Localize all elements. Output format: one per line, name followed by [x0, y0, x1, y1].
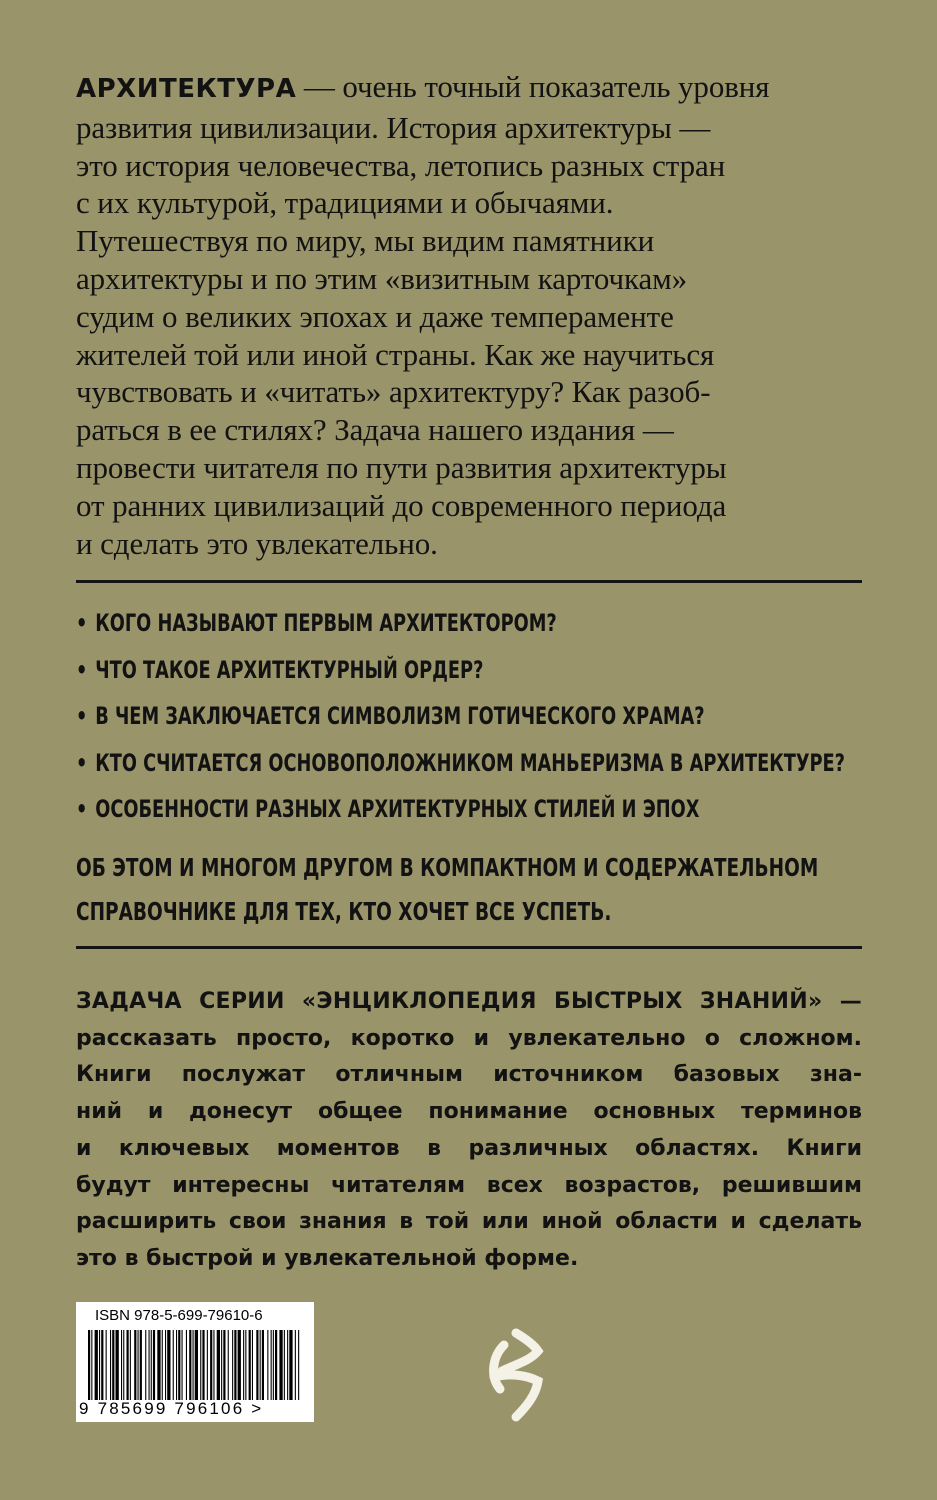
question-item: • КТО СЧИТАЕТСЯ ОСНОВОПОЛОЖНИКОМ МАНЬЕРИЗМА В АРХИТЕКТУРЕ? [76, 740, 661, 787]
intro-line-11: провести читателя по пути развития архитектуры [76, 449, 727, 485]
intro-line-3: это история человечества, летопись разных стран [76, 147, 726, 183]
series-line-6: будут интересны читателям всех возрастов, решившим [76, 1172, 862, 1198]
bullet-icon: • [76, 748, 88, 777]
divider-bottom [76, 946, 862, 949]
bullet-icon: • [76, 702, 88, 730]
publisher-logo-icon [486, 1325, 548, 1425]
series-line-1: ЗАДАЧА СЕРИИ «ЭНЦИКЛОПЕДИЯ БЫСТРЫХ ЗНАНИЙ» — [76, 989, 862, 1014]
divider-top [76, 580, 862, 583]
bullet-icon: • [76, 609, 88, 637]
isbn-barcode [76, 1302, 314, 1422]
bullet-icon: • [76, 655, 88, 684]
series-line-8: это в быстрой и увлекательной форме. [76, 1245, 579, 1271]
barcode-bars-icon [88, 1330, 300, 1400]
series-line-5: и ключевых моментов в различных областях. Книги [76, 1135, 862, 1161]
intro-line-10: раться в ее стилях? Задача нашего издания — [76, 412, 674, 448]
summary-text [76, 846, 819, 934]
series-line-7: расширить свои знания в той или иной области и сделать [76, 1209, 862, 1235]
question-item: • ОСОБЕННОСТИ РАЗНЫХ АРХИТЕКТУРНЫХ СТИЛЕЙ И ЭПОХ [76, 786, 661, 833]
intro-line-4: с их культурой, традициями и обычаями. [76, 185, 614, 221]
intro-line-6: архитектуры и по этим «визитным карточкам» [76, 260, 688, 296]
series-line-2: рассказать просто, коротко и увлекательно о сложном. [76, 1025, 862, 1051]
intro-line-12: от ранних цивилизаций до современного периода [76, 487, 727, 523]
series-line-4: ний и донесут общее понимание основных терминов [76, 1099, 862, 1125]
intro-line-9: чувствовать и «читать» архитектуру? Как разоб- [76, 374, 711, 410]
series-description [76, 984, 866, 1278]
series-line-3: Книги послужат отличным источником базовых зна- [76, 1062, 862, 1088]
bullet-icon: • [76, 795, 88, 823]
summary-line-1: ОБ ЭТОМ И МНОГОМ ДРУГОМ В КОМПАКТНОМ И СОДЕРЖАТЕЛЬНОМ [76, 853, 819, 882]
isbn-number: ISBN 978-5-699-79610-6 [95, 1307, 263, 1324]
intro-line-5: Путешествуя по миру, мы видим памятники [76, 223, 655, 259]
intro-line-1: АРХИТЕКТУРА — очень точный показатель уровня [76, 69, 770, 104]
intro-paragraph [76, 68, 876, 562]
intro-lead-word: АРХИТЕКТУРА [76, 74, 297, 104]
question-item: • В ЧЕМ ЗАКЛЮЧАЕТСЯ СИМВОЛИЗМ ГОТИЧЕСКОГО ХРАМА? [76, 693, 661, 740]
question-item: • КОГО НАЗЫВАЮТ ПЕРВЫМ АРХИТЕКТОРОМ? [76, 600, 661, 647]
intro-line-8: жителей той или иной страны. Как же научиться [76, 336, 715, 372]
question-item: • ЧТО ТАКОЕ АРХИТЕКТУРНЫЙ ОРДЕР? [76, 647, 661, 694]
intro-line-7: судим о великих эпохах и даже темпераменте [76, 298, 674, 334]
intro-line-13: и сделать это увлекательно. [76, 525, 438, 561]
barcode-digits: 9 785699 796106 > [79, 1399, 264, 1418]
summary-line-2: СПРАВОЧНИКЕ ДЛЯ ТЕХ, КТО ХОЧЕТ ВСЕ УСПЕТЬ. [76, 897, 612, 926]
intro-line-2: развития цивилизации. История архитектуры — [76, 109, 711, 145]
question-list [76, 600, 866, 833]
